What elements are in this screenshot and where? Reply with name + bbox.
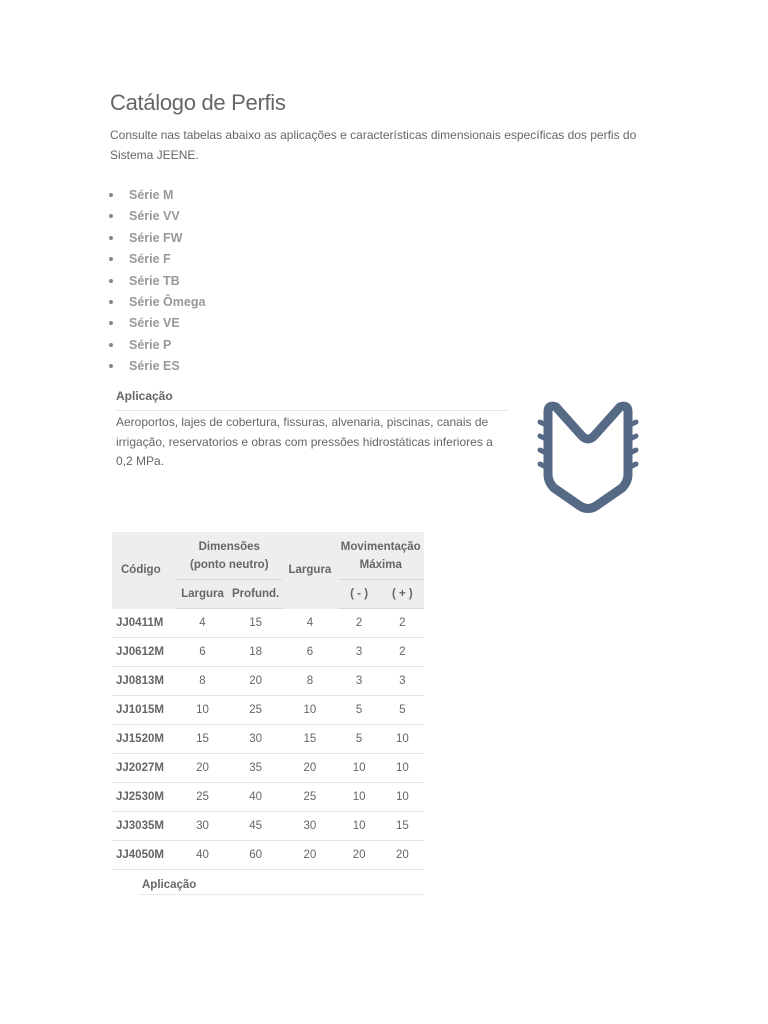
cell-minus: 10 bbox=[338, 783, 381, 812]
intro-text: Consulte nas tabelas abaixo as aplicações e características dimensionais específicas dos perfis do Sistema JEENE. bbox=[110, 128, 637, 162]
table-footer-application-label: Aplicação bbox=[142, 879, 197, 891]
cell-minus: 2 bbox=[338, 609, 381, 638]
cell-plus: 15 bbox=[381, 812, 424, 841]
cell-minus: 3 bbox=[338, 638, 381, 667]
cell-minus: 10 bbox=[338, 812, 381, 841]
m-profile-icon bbox=[530, 400, 646, 516]
cell-minus: 5 bbox=[338, 696, 381, 725]
series-link-omega[interactable]: Série Ômega bbox=[109, 293, 205, 314]
cell-code: JJ2027M bbox=[112, 754, 176, 783]
cell-width: 6 bbox=[282, 638, 337, 667]
cell-dim-depth: 15 bbox=[229, 609, 283, 638]
table-row bbox=[112, 638, 424, 667]
cell-width: 10 bbox=[282, 696, 337, 725]
cell-plus: 2 bbox=[381, 609, 424, 638]
cell-width: 30 bbox=[282, 812, 337, 841]
table-row bbox=[112, 609, 424, 638]
cell-dim-width: 40 bbox=[176, 841, 229, 870]
series-link-p[interactable]: Série P bbox=[109, 336, 205, 357]
application-divider bbox=[116, 410, 508, 411]
header-plus: ( + ) bbox=[381, 580, 424, 609]
cell-dim-depth: 45 bbox=[229, 812, 283, 841]
cell-plus: 10 bbox=[381, 783, 424, 812]
cell-code: JJ3035M bbox=[112, 812, 176, 841]
cell-dim-depth: 60 bbox=[229, 841, 283, 870]
cell-code: JJ0813M bbox=[112, 667, 176, 696]
cell-dim-width: 8 bbox=[176, 667, 229, 696]
footer-divider bbox=[140, 894, 424, 895]
cell-minus: 3 bbox=[338, 667, 381, 696]
cell-dim-width: 6 bbox=[176, 638, 229, 667]
cell-dim-depth: 20 bbox=[229, 667, 283, 696]
cell-dim-width: 10 bbox=[176, 696, 229, 725]
table-row bbox=[112, 725, 424, 754]
series-link-vv[interactable]: Série VV bbox=[109, 207, 205, 228]
cell-dim-width: 4 bbox=[176, 609, 229, 638]
header-dim-width: Largura bbox=[176, 580, 229, 609]
cell-dim-width: 25 bbox=[176, 783, 229, 812]
table-row bbox=[112, 812, 424, 841]
cell-plus: 10 bbox=[381, 754, 424, 783]
cell-dim-width: 20 bbox=[176, 754, 229, 783]
cell-dim-width: 15 bbox=[176, 725, 229, 754]
cell-code: JJ0411M bbox=[112, 609, 176, 638]
series-link-m[interactable]: Série M bbox=[109, 186, 205, 207]
cell-code: JJ0612M bbox=[112, 638, 176, 667]
cell-width: 15 bbox=[282, 725, 337, 754]
header-code: Código bbox=[112, 532, 176, 609]
cell-plus: 10 bbox=[381, 725, 424, 754]
cell-code: JJ2530M bbox=[112, 783, 176, 812]
table-row bbox=[112, 667, 424, 696]
cell-dim-depth: 25 bbox=[229, 696, 283, 725]
table-row bbox=[112, 841, 424, 870]
series-link-fw[interactable]: Série FW bbox=[109, 229, 205, 250]
cell-dim-depth: 40 bbox=[229, 783, 283, 812]
spec-table bbox=[112, 532, 424, 900]
cell-width: 4 bbox=[282, 609, 337, 638]
table-row bbox=[112, 783, 424, 812]
cell-dim-depth: 30 bbox=[229, 725, 283, 754]
header-dimensions: Dimensões (ponto neutro) bbox=[176, 532, 282, 580]
header-movement: Movimentação Máxima bbox=[338, 532, 425, 580]
cell-minus: 10 bbox=[338, 754, 381, 783]
table-row bbox=[112, 754, 424, 783]
cell-width: 8 bbox=[282, 667, 337, 696]
table-row bbox=[112, 696, 424, 725]
cell-dim-depth: 35 bbox=[229, 754, 283, 783]
cell-plus: 5 bbox=[381, 696, 424, 725]
series-link-f[interactable]: Série F bbox=[109, 250, 205, 271]
cell-code: JJ1520M bbox=[112, 725, 176, 754]
application-label: Aplicação bbox=[116, 389, 173, 403]
cell-code: JJ4050M bbox=[112, 841, 176, 870]
cell-minus: 5 bbox=[338, 725, 381, 754]
series-link-es[interactable]: Série ES bbox=[109, 357, 205, 378]
application-text: Aeroportos, lajes de cobertura, fissuras, alvenaria, piscinas, canais de irrigação, reservatorios e obras com pressões hidrostáticas inferiores a 0,2 MPa. bbox=[116, 415, 493, 468]
cell-dim-width: 30 bbox=[176, 812, 229, 841]
series-list bbox=[109, 186, 205, 379]
header-width: Largura bbox=[282, 532, 337, 609]
cell-plus: 3 bbox=[381, 667, 424, 696]
header-dim-depth: Profund. bbox=[229, 580, 283, 609]
cell-code: JJ1015M bbox=[112, 696, 176, 725]
cell-plus: 20 bbox=[381, 841, 424, 870]
header-minus: ( - ) bbox=[338, 580, 381, 609]
page-title: Catálogo de Perfis bbox=[110, 90, 286, 115]
series-link-ve[interactable]: Série VE bbox=[109, 314, 205, 335]
cell-width: 20 bbox=[282, 754, 337, 783]
cell-minus: 20 bbox=[338, 841, 381, 870]
series-link-tb[interactable]: Série TB bbox=[109, 272, 205, 293]
cell-dim-depth: 18 bbox=[229, 638, 283, 667]
cell-width: 25 bbox=[282, 783, 337, 812]
cell-width: 20 bbox=[282, 841, 337, 870]
cell-plus: 2 bbox=[381, 638, 424, 667]
